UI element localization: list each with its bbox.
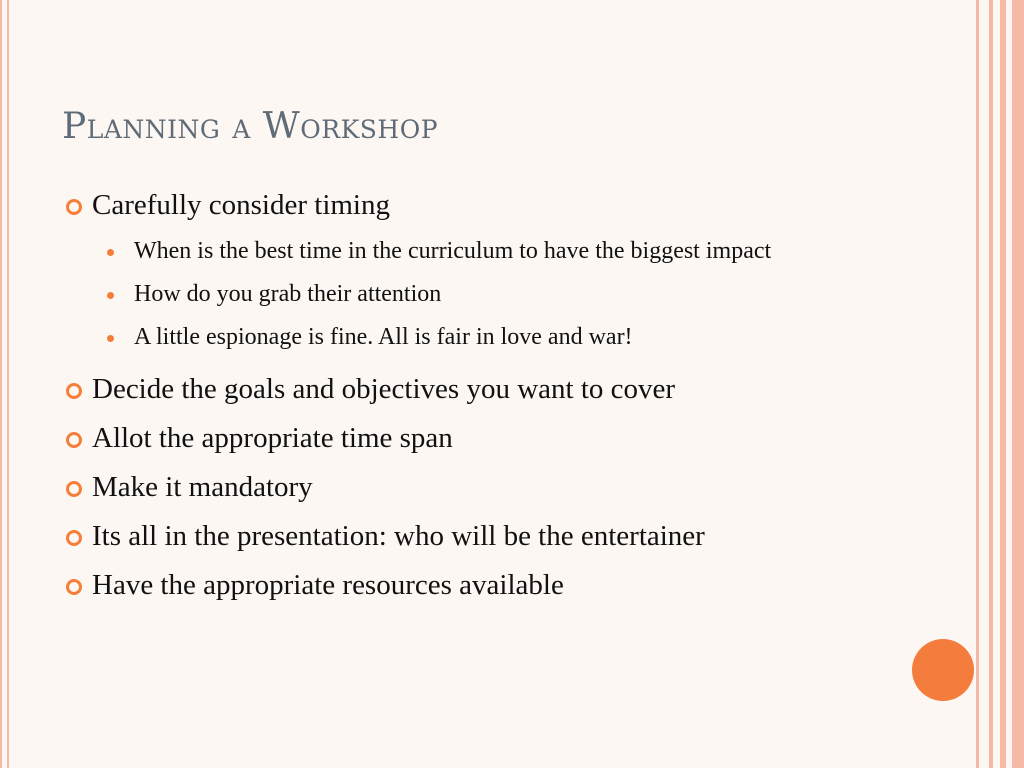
ring-bullet-icon <box>66 579 82 595</box>
sub-bullet-item <box>62 234 902 269</box>
ring-bullet-icon <box>66 530 82 546</box>
bullet-text: Have the appropriate resources available <box>92 569 564 601</box>
sub-bullet-list <box>62 234 902 355</box>
bullet-item <box>62 418 902 458</box>
bullet-text: Carefully consider timing <box>92 189 390 221</box>
ring-bullet-icon <box>66 432 82 448</box>
ring-bullet-icon <box>66 199 82 215</box>
decorative-circle <box>912 639 974 701</box>
bullet-text: Decide the goals and objectives you want to cover <box>92 373 676 405</box>
dot-bullet-icon <box>107 249 114 256</box>
bullet-item <box>62 565 902 605</box>
bullet-text: Allot the appropriate time span <box>92 422 453 454</box>
frame-stripe <box>1012 0 1024 768</box>
dot-bullet-icon <box>107 292 114 299</box>
bullet-item <box>62 185 902 225</box>
sub-bullet-text: A little espionage is fine. All is fair in love and war! <box>134 324 633 350</box>
frame-stripe <box>989 0 993 768</box>
frame-stripe <box>1000 0 1006 768</box>
right-frame-stripes <box>976 0 1024 768</box>
bullet-list <box>62 185 902 614</box>
bullet-item <box>62 516 902 556</box>
frame-stripe <box>976 0 979 768</box>
ring-bullet-icon <box>66 481 82 497</box>
sub-bullet-item <box>62 320 902 355</box>
sub-bullet-text: When is the best time in the curriculum to have the biggest impact <box>134 238 772 264</box>
left-frame-border <box>0 0 9 768</box>
slide-title: Planning a Workshop <box>62 106 439 147</box>
ring-bullet-icon <box>66 383 82 399</box>
bullet-item <box>62 369 902 409</box>
sub-bullet-item <box>62 277 902 312</box>
bullet-text: Make it mandatory <box>92 471 313 503</box>
bullet-text: Its all in the presentation: who will be the entertainer <box>92 520 705 552</box>
bullet-item <box>62 467 902 507</box>
dot-bullet-icon <box>107 335 114 342</box>
sub-bullet-text: How do you grab their attention <box>134 281 442 307</box>
